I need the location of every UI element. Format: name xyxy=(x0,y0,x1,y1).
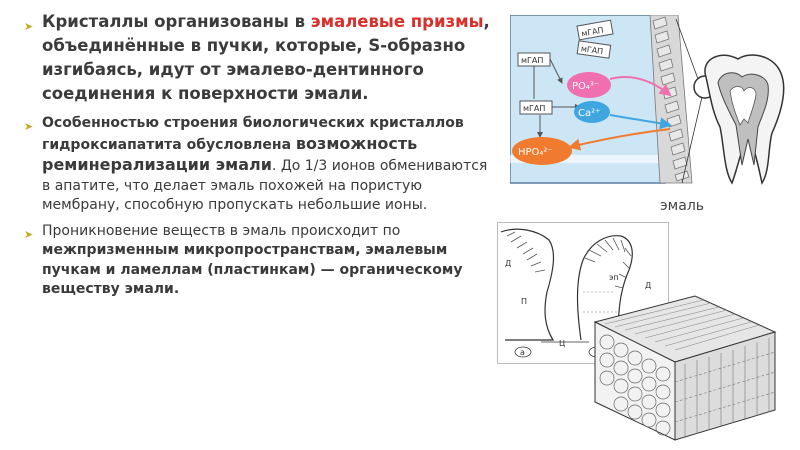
svg-text:HPO₄²⁻: HPO₄²⁻ xyxy=(518,147,553,158)
svg-text:Ca²⁺: Ca²⁺ xyxy=(578,108,601,119)
svg-text:Д: Д xyxy=(505,259,512,268)
bullet1-text-end: , объединённые в пучки, которые, S-образно изгибаясь, идут от эмалево-дентинного соединения к поверхности эмали. xyxy=(42,12,490,103)
bullet-arrow-icon: ➤ xyxy=(24,20,34,33)
bullet3-strong: межпризменным микропространствам, эмалевым пучкам и ламеллам (пластинкам) — органическому веществу эмали. xyxy=(42,242,463,297)
enamel-block-svg xyxy=(575,292,790,442)
bullet1-highlight: эмалевые призмы xyxy=(310,12,484,31)
ion-exchange-figure xyxy=(510,15,792,215)
bullet2-strong: возможность реминерализации эмали xyxy=(42,133,418,174)
svg-text:мГАП: мГАП xyxy=(523,104,546,113)
text-column xyxy=(20,10,495,306)
mgap-box xyxy=(520,101,552,114)
bullet-arrow-icon: ➤ xyxy=(24,120,34,133)
bullet-remineralization xyxy=(20,114,495,216)
bullet-arrow-icon: ➤ xyxy=(24,227,34,241)
svg-text:эп: эп xyxy=(609,273,619,282)
svg-text:мГАП: мГАП xyxy=(580,44,604,57)
enamel-block-figure xyxy=(575,292,790,442)
bullet1-text-start: Кристаллы организованы в xyxy=(42,12,311,31)
bullet2-text-end: . До 1/3 ионов обмениваются в апатите, что делает эмаль похожей на пористую мембрану, способную пропускать небольшие ионы. xyxy=(42,158,488,213)
tooth-icon xyxy=(705,55,784,183)
bullet2-text-start: Особенностью строения биологических кристаллов гидроксиапатита обусловлена xyxy=(42,115,464,153)
svg-text:а: а xyxy=(520,348,525,357)
svg-text:PO₄³⁻: PO₄³⁻ xyxy=(572,81,600,92)
ion-exchange-svg xyxy=(510,15,792,215)
svg-text:Д: Д xyxy=(645,281,652,290)
svg-text:Ц: Ц xyxy=(559,339,566,348)
bullet-enamel-prisms xyxy=(20,10,495,106)
enamel-caption: эмаль xyxy=(660,198,705,214)
bullet-penetration xyxy=(20,222,495,300)
svg-text:мГАП: мГАП xyxy=(580,25,605,39)
svg-text:мГАП: мГАП xyxy=(521,56,544,65)
bullet3-text-start: Проникновение веществ в эмаль происходит по xyxy=(42,222,401,239)
svg-text:П: П xyxy=(521,297,528,306)
mgap-box xyxy=(518,53,550,66)
